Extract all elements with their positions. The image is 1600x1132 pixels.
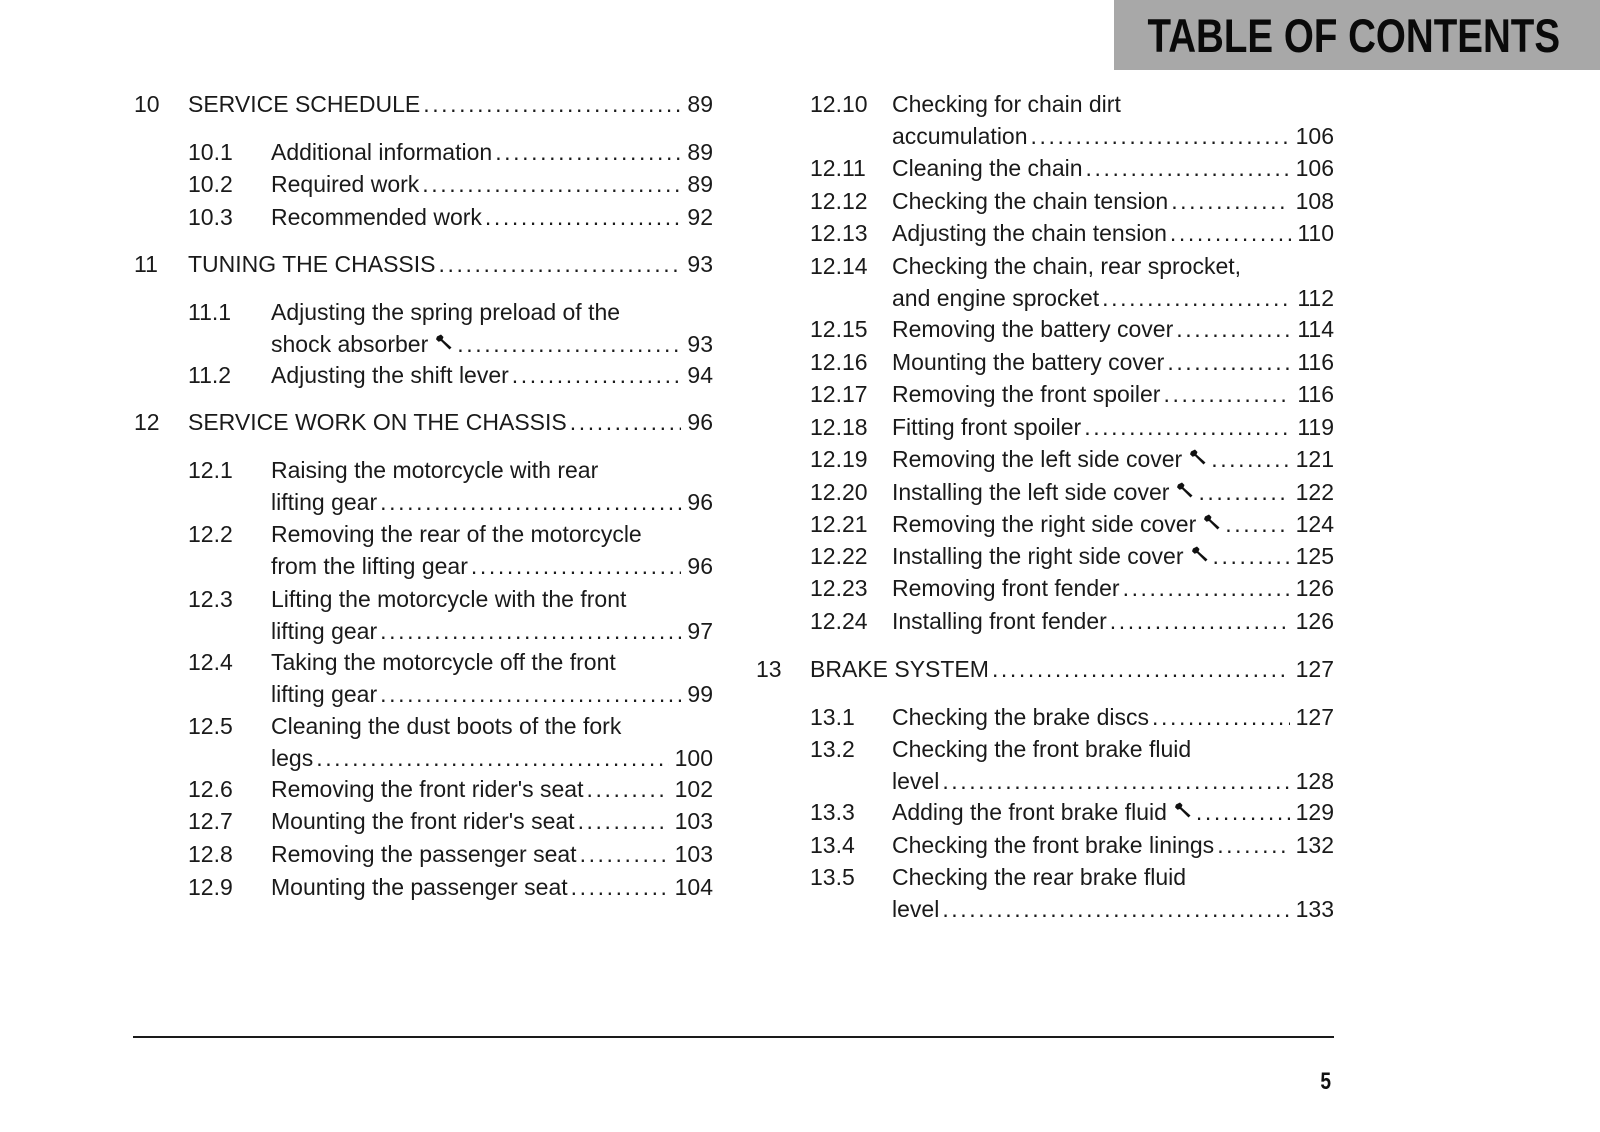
page-reference: 125: [1295, 543, 1334, 569]
page-reference: 128: [1295, 768, 1334, 794]
section-title: Removing the rear of the motorcycle: [271, 521, 642, 547]
section-title: Checking the chain, rear sprocket,: [892, 253, 1242, 279]
page-reference: 104: [674, 874, 713, 900]
page-reference: 108: [1295, 188, 1334, 214]
section-title: Checking the front brake fluid: [892, 736, 1192, 762]
page-reference: 97: [687, 618, 713, 644]
section-title: Adding the front brake fluid: [892, 799, 1167, 825]
section-title: Checking the front brake linings: [892, 832, 1215, 858]
page-reference: 96: [687, 553, 713, 579]
section-title: Removing front fender: [892, 575, 1120, 601]
section-title: level: [892, 768, 940, 794]
section-number: 12.24: [810, 608, 868, 634]
section-number: 12.13: [810, 220, 868, 246]
section-title: from the lifting gear: [271, 553, 468, 579]
section-title: Adjusting the chain tension: [892, 220, 1167, 246]
section-title: Checking the brake discs: [892, 704, 1149, 730]
dot-leader: [942, 765, 1289, 797]
wrench-icon: [1173, 796, 1193, 816]
page-reference: 116: [1297, 349, 1334, 375]
section-number: 13.5: [810, 864, 855, 890]
dot-leader: [1213, 540, 1290, 572]
section-number: 12.5: [188, 713, 233, 739]
page-reference: 92: [687, 204, 713, 230]
section-number: 12.12: [810, 188, 868, 214]
section-title: Mounting the battery cover: [892, 349, 1165, 375]
section-number: 12.2: [188, 521, 233, 547]
section-number: 12.8: [188, 841, 233, 867]
section-title: Cleaning the chain: [892, 155, 1083, 181]
section-title: and engine sprocket: [892, 285, 1100, 311]
page-reference: 127: [1295, 704, 1334, 730]
section-number: 12.9: [188, 874, 233, 900]
page-reference: 102: [674, 776, 713, 802]
toc-entry[interactable]: [0, 829, 1600, 861]
section-number: 12.3: [188, 586, 233, 612]
toc-entry[interactable]: [0, 217, 1600, 249]
section-number: 12.14: [810, 253, 868, 279]
section-title: Removing the passenger seat: [271, 841, 577, 867]
page-reference: 106: [1295, 123, 1334, 149]
section-number: 12.11: [810, 155, 866, 181]
page-reference: 126: [1295, 575, 1334, 601]
section-number: 10.2: [188, 171, 233, 197]
page-reference: 112: [1297, 285, 1334, 311]
section-title: Installing the right side cover: [892, 543, 1184, 569]
section-title: TUNING THE CHASSIS: [188, 251, 436, 277]
toc-entry[interactable]: [0, 796, 1600, 828]
section-title: Recommended work: [271, 204, 482, 230]
section-title: accumulation: [892, 123, 1028, 149]
section-number: 11.1: [188, 299, 232, 325]
section-title: BRAKE SYSTEM: [810, 656, 989, 682]
section-title: Removing the right side cover: [892, 511, 1197, 537]
toc-entry[interactable]: [0, 378, 1600, 410]
section-title: lifting gear: [271, 681, 378, 707]
page-reference: 110: [1297, 220, 1334, 246]
section-number: 12.7: [188, 808, 233, 834]
section-number: 12.10: [810, 91, 868, 117]
dot-leader: [1170, 217, 1291, 249]
page-reference: 127: [1295, 656, 1334, 682]
section-number: 11: [134, 251, 158, 277]
section-number: 10.3: [188, 204, 233, 230]
section-title: Adjusting the spring preload of the: [271, 299, 621, 325]
section-title: Checking the rear brake fluid: [892, 864, 1187, 890]
page-reference: 119: [1297, 414, 1334, 440]
wrench-icon: [1190, 540, 1210, 560]
section-number: 12.17: [810, 381, 868, 407]
section-title: Checking the chain tension: [892, 188, 1169, 214]
dot-leader: [1123, 572, 1290, 604]
toc-entry[interactable]: [0, 250, 1600, 314]
footer-divider: [133, 1036, 1334, 1038]
section-title: SERVICE SCHEDULE: [188, 91, 421, 117]
dot-leader: [1110, 605, 1290, 637]
toc-entry[interactable]: [0, 411, 1600, 443]
section-number: 13.1: [810, 704, 855, 730]
page-reference: 129: [1295, 799, 1334, 825]
toc-entry[interactable]: [0, 572, 1600, 604]
section-title: Installing the left side cover: [892, 479, 1170, 505]
section-title: Additional information: [271, 139, 493, 165]
section-number: 11.2: [188, 362, 232, 388]
section-title: Removing the left side cover: [892, 446, 1183, 472]
section-title: Removing the front rider's seat: [271, 776, 584, 802]
section-number: 12.19: [810, 446, 868, 472]
page-reference: 89: [687, 139, 713, 165]
wrench-icon: [1188, 443, 1208, 463]
dot-leader: [1031, 120, 1290, 152]
dot-leader: [1086, 152, 1290, 184]
page-reference: 96: [687, 489, 713, 515]
page-reference: 116: [1297, 381, 1334, 407]
section-title: Cleaning the dust boots of the fork: [271, 713, 622, 739]
dot-leader: [942, 893, 1289, 925]
page-reference: 93: [687, 251, 713, 277]
section-title: Fitting front spoiler: [892, 414, 1082, 440]
section-title: Mounting the passenger seat: [271, 874, 568, 900]
section-number: 12.22: [810, 543, 868, 569]
toc-entry[interactable]: [0, 508, 1600, 540]
section-number: 12.23: [810, 575, 868, 601]
header-bar: [1114, 0, 1600, 70]
section-number: 12.21: [810, 511, 868, 537]
page-number: 5: [1320, 1068, 1332, 1095]
dot-leader: [1152, 701, 1290, 733]
section-number: 12.4: [188, 649, 233, 675]
section-title: level: [892, 896, 940, 922]
dot-leader: [1167, 346, 1291, 378]
page-reference: 89: [687, 171, 713, 197]
section-number: 12.16: [810, 349, 868, 375]
dot-leader: [1084, 411, 1291, 443]
dot-leader: [1211, 443, 1289, 475]
toc-entry[interactable]: [0, 605, 1600, 637]
section-title: Adjusting the shift lever: [271, 362, 509, 388]
toc-entry[interactable]: [0, 540, 1600, 572]
section-number: 12.20: [810, 479, 868, 505]
section-number: 13.4: [810, 832, 855, 858]
section-title: shock absorber: [271, 331, 429, 357]
dot-leader: [1163, 378, 1291, 410]
section-number: 13.3: [810, 799, 855, 825]
page-reference: 94: [687, 362, 713, 388]
section-number: 10.1: [188, 139, 233, 165]
page-reference: 103: [674, 841, 713, 867]
toc-entry[interactable]: [0, 88, 1600, 152]
page-reference: 122: [1295, 479, 1334, 505]
section-number: 12.15: [810, 316, 868, 342]
page-reference: 126: [1295, 608, 1334, 634]
dot-leader: [1176, 313, 1291, 345]
page-reference: 132: [1295, 832, 1334, 858]
dot-leader: [1225, 508, 1289, 540]
toc-entry[interactable]: [0, 346, 1600, 378]
page-reference: 133: [1295, 896, 1334, 922]
section-number: 12.6: [188, 776, 233, 802]
toc-entry[interactable]: [0, 476, 1600, 508]
page-reference: 96: [687, 409, 713, 435]
page-reference: 89: [687, 91, 713, 117]
page-reference: 100: [674, 745, 713, 771]
section-number: 13.2: [810, 736, 855, 762]
page-reference: 121: [1295, 446, 1334, 472]
page-reference: 103: [674, 808, 713, 834]
toc-entry[interactable]: [0, 152, 1600, 184]
section-title: Removing the battery cover: [892, 316, 1174, 342]
wrench-icon: [1175, 476, 1195, 496]
page-reference: 106: [1295, 155, 1334, 181]
page-reference: 93: [687, 331, 713, 357]
section-title: lifting gear: [271, 489, 378, 515]
section-title: Mounting the front rider's seat: [271, 808, 575, 834]
dot-leader: [1198, 476, 1289, 508]
toc-entry[interactable]: [0, 701, 1600, 733]
section-number: 12.18: [810, 414, 868, 440]
section-title: SERVICE WORK ON THE CHASSIS: [188, 409, 567, 435]
dot-leader: [1102, 282, 1291, 314]
section-title: Installing front fender: [892, 608, 1107, 634]
dot-leader: [1196, 796, 1290, 828]
section-title: Required work: [271, 171, 420, 197]
wrench-icon: [1202, 508, 1222, 528]
page-title: TABLE OF CONTENTS: [1147, 9, 1560, 62]
section-title: Raising the motorcycle with rear: [271, 457, 599, 483]
section-number: 10: [134, 91, 160, 117]
page-reference: 114: [1297, 316, 1334, 342]
section-number: 12.1: [188, 457, 233, 483]
section-title: Lifting the motorcycle with the front: [271, 586, 627, 612]
dot-leader: [992, 653, 1290, 685]
section-number: 12: [134, 409, 160, 435]
page-reference: 124: [1295, 511, 1334, 537]
section-title: legs: [271, 745, 314, 771]
toc-entry[interactable]: [0, 861, 1600, 925]
dot-leader: [1217, 829, 1289, 861]
dot-leader: [1171, 185, 1289, 217]
page-reference: 99: [687, 681, 713, 707]
section-number: 13: [756, 656, 782, 682]
toc-entry[interactable]: [0, 313, 1600, 345]
toc-entry[interactable]: [0, 185, 1600, 217]
section-title: Checking for chain dirt: [892, 91, 1121, 117]
section-title: Taking the motorcycle off the front: [271, 649, 616, 675]
toc-entry[interactable]: [0, 733, 1600, 797]
section-title: lifting gear: [271, 618, 378, 644]
toc-entry[interactable]: [0, 443, 1600, 475]
toc-entry[interactable]: [0, 653, 1600, 685]
section-title: Removing the front spoiler: [892, 381, 1161, 407]
